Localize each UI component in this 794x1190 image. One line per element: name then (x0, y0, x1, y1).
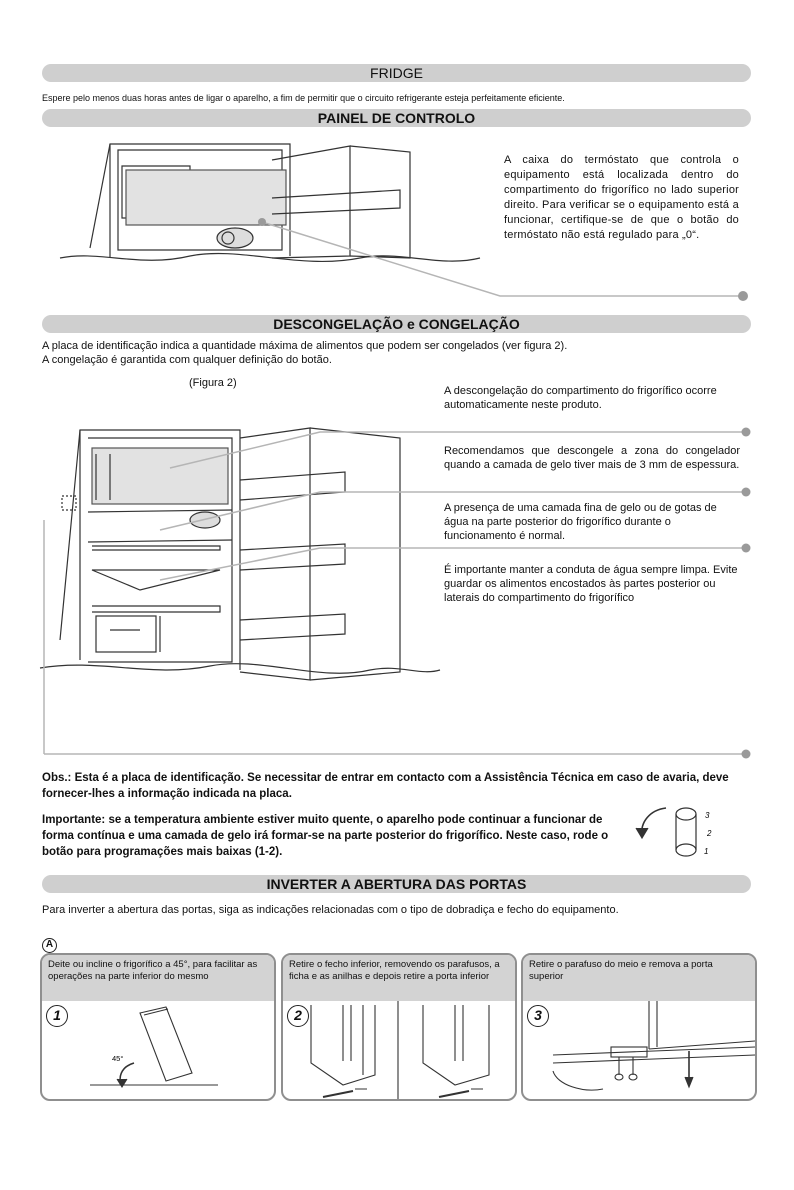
step-3-illustration (523, 1001, 755, 1101)
callout-1: A descongelação do compartimento do frigorífico ocorre automaticamente neste produto. (444, 385, 717, 411)
section-header-reverse: INVERTER A ABERTURA DAS PORTAS (42, 875, 751, 893)
step-2-text: Retire o fecho inferior, removendo os parafusos, a ficha e as anilhas e depois retire a porta inferior (283, 955, 515, 1001)
fridge-note: Espere pelo menos duas horas antes de ligar o aparelho, a fim de permitir que o circuito refrigerante esteja perfeitamente eficiente. (42, 93, 565, 103)
step-card-1 (40, 953, 276, 1101)
step-card-3 (521, 953, 757, 1101)
reverse-intro: Para inverter a abertura das portas, siga as indicações relacionadas com o tipo de dobradiça e fecho do equipamento. (42, 904, 619, 916)
marker-a: A (42, 938, 57, 953)
step-1-angle-label: 45° (112, 1054, 124, 1063)
step-2-number: 2 (287, 1005, 309, 1027)
step-3-text: Retire o parafuso do meio e remova a porta superior (523, 955, 755, 1001)
thermostat-dial-icon (636, 794, 726, 864)
step-1-illustration (42, 1001, 274, 1101)
step-card-2 (281, 953, 517, 1101)
section-header-panel: PAINEL DE CONTROLO (42, 109, 751, 127)
step-1-text: Deite ou incline o frigorífico a 45°, para facilitar as operações na parte inferior do mesmo (42, 955, 274, 1001)
step-3-number: 3 (527, 1005, 549, 1027)
callout-4: É importante manter a conduta de água sempre limpa. Evite guardar os alimentos encostados às partes posterior ou laterais do compartimento do frigorífico (444, 564, 738, 604)
figure-label: (Figura 2) (189, 377, 237, 389)
callout-3: A presença de uma camada fina de gelo ou de gotas de água na parte posterior do frigorífico durante o funcionamento é normal. (444, 502, 717, 542)
important-note: Importante: se a temperatura ambiente estiver muito quente, o aparelho pode continuar a funcionar de forma contínua e uma camada de gelo irá formar-se na parte posterior do frigorífico. Neste caso, rode o botão para programações mais baixas (1-2). (42, 814, 609, 858)
panel-description: A caixa do termóstato que controla o equipamento está localizada dentro do compartimento do frigorífico no lado superior direito. Para verificar se o equipamento está a funcionar, certifique-se de que o botão do termóstato não está regulado para „0“. (504, 154, 739, 241)
step-2-illustration (283, 1001, 515, 1101)
step-1-number: 1 (46, 1005, 68, 1027)
callout-2: Recomendamos que descongele a zona do congelador quando a camada de gelo tiver mais de 3 mm de espessura. (444, 445, 740, 471)
dial-label-1: 1 (704, 847, 709, 856)
dial-label-3: 3 (705, 811, 710, 820)
obs-note: Obs.: Esta é a placa de identificação. Se necessitar de entrar em contacto com a Assistência Técnica em caso de avaria, deve fornecer-lhes a informação indicada na placa. (42, 772, 729, 800)
section-header-fridge: FRIDGE (42, 64, 751, 82)
dial-label-2: 2 (707, 829, 712, 838)
section-header-defrost: DESCONGELAÇÃO e CONGELAÇÃO (42, 315, 751, 333)
defrost-intro-2: A congelação é garantida com qualquer definição do botão. (42, 354, 332, 366)
defrost-intro-1: A placa de identificação indica a quantidade máxima de alimentos que podem ser congelados (ver figura 2). (42, 340, 568, 352)
